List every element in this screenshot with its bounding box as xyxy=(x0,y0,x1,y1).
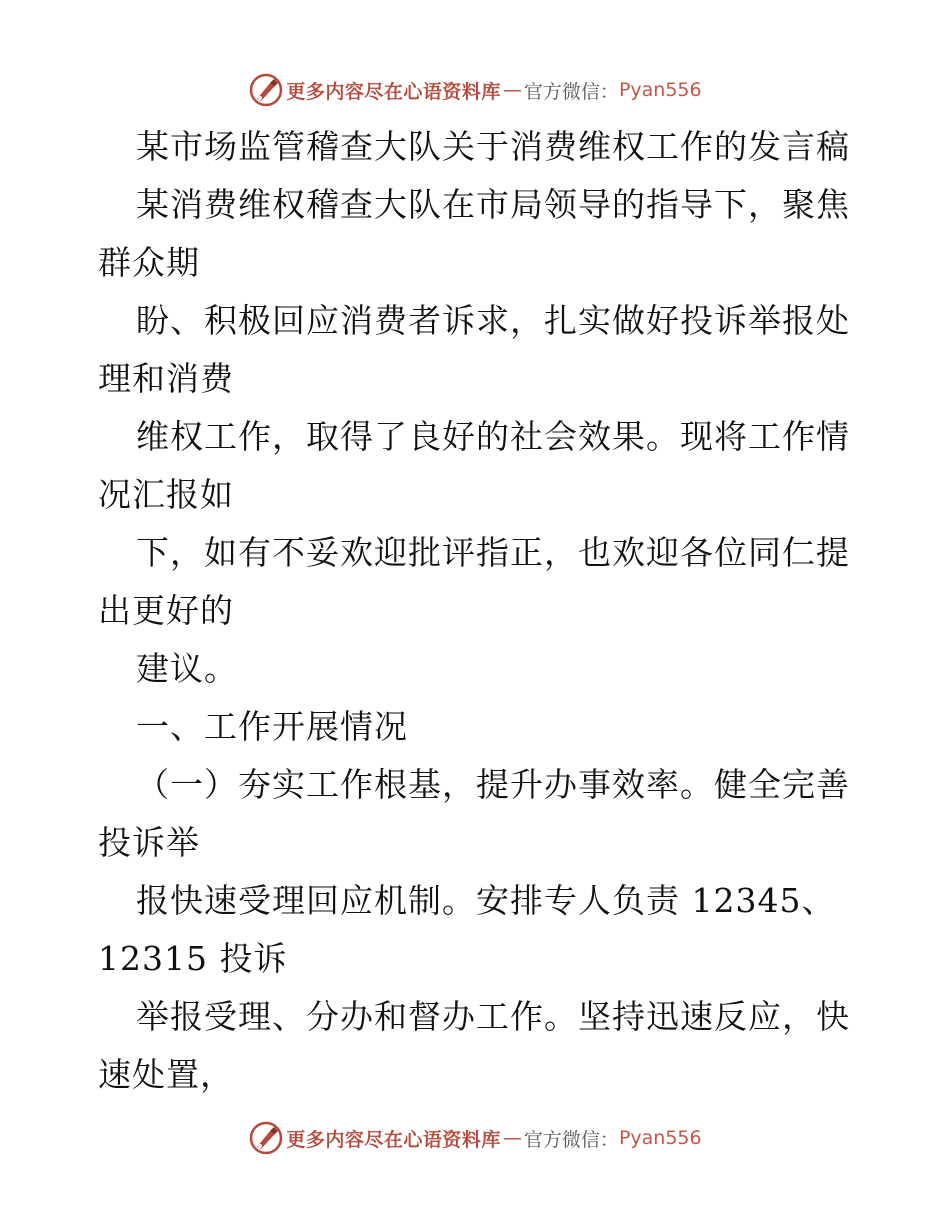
document-body xyxy=(98,118,858,1104)
watermark-dash: — xyxy=(502,79,522,101)
document-line: 况汇报如 xyxy=(98,475,234,514)
document-line: 维权工作，取得了良好的社会效果。现将工作情 xyxy=(136,417,850,456)
document-line: 一、工作开展情况 xyxy=(136,707,408,746)
watermark-text: 更多内容尽在心语资料库 xyxy=(286,80,501,103)
watermark-id: Pyan556 xyxy=(618,79,702,101)
footer-watermark xyxy=(0,1118,950,1158)
watermark-label: 官方微信： xyxy=(523,1128,619,1151)
document-line: 下，如有不妥欢迎批评指正，也欢迎各位同仁提 xyxy=(136,533,850,572)
document-line: 理和消费 xyxy=(98,359,234,398)
document-line: 12315 投诉 xyxy=(98,939,288,978)
document-line: 出更好的 xyxy=(98,591,234,630)
pen-logo-icon xyxy=(248,72,284,108)
document-line: 某消费维权稽查大队在市局领导的指导下，聚焦 xyxy=(136,185,850,224)
document-line: 报快速受理回应机制。安排专人负责 12345、 xyxy=(136,881,836,920)
document-line: 举报受理、分办和督办工作。坚持迅速反应，快 xyxy=(136,997,850,1036)
document-line: 投诉举 xyxy=(98,823,200,862)
watermark-dash: — xyxy=(502,1127,522,1149)
document-line: 群众期 xyxy=(98,243,200,282)
document-line: 建议。 xyxy=(136,649,238,688)
document-line: 速处置， xyxy=(98,1055,234,1094)
document-line: 盼、积极回应消费者诉求，扎实做好投诉举报处 xyxy=(136,301,850,340)
watermark-id: Pyan556 xyxy=(618,1127,702,1149)
header-watermark xyxy=(0,70,950,110)
pen-logo-icon xyxy=(248,1120,284,1156)
document-line: 某市场监管稽查大队关于消费维权工作的发言稿 xyxy=(136,127,850,166)
document-line: （一）夯实工作根基，提升办事效率。健全完善 xyxy=(136,765,850,804)
watermark-label: 官方微信： xyxy=(523,80,619,103)
watermark-text: 更多内容尽在心语资料库 xyxy=(286,1128,501,1151)
